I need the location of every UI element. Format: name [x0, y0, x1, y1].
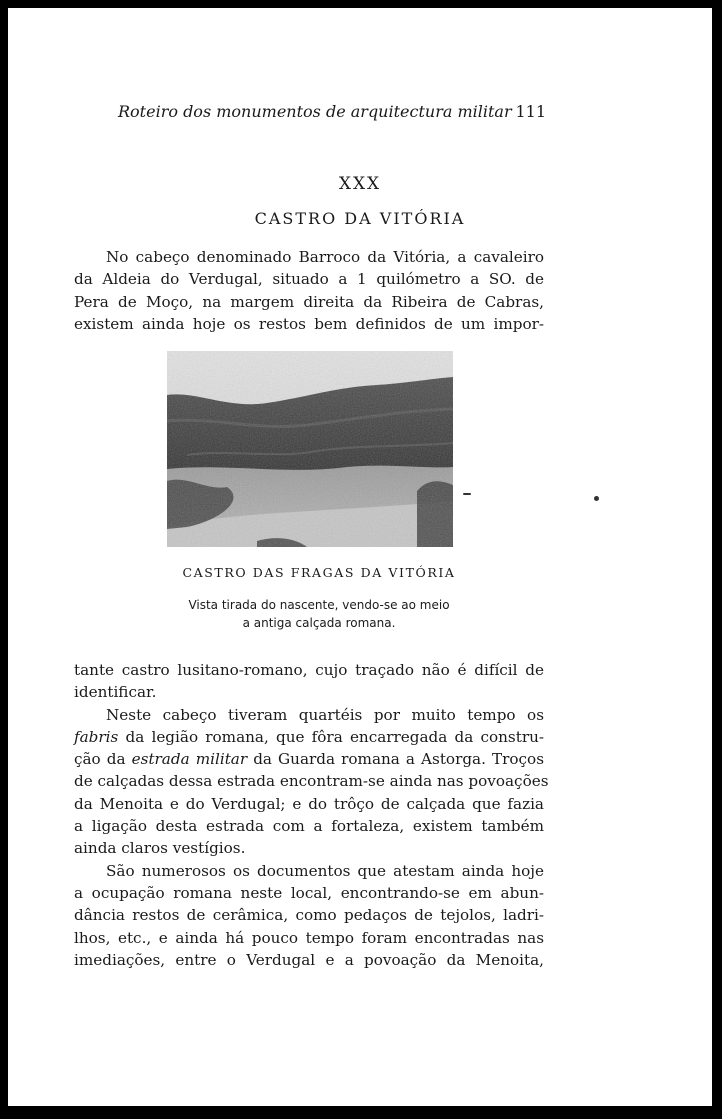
text-line: da Menoita e do Verdugal; e do trôço de calçada que fazia: [74, 794, 544, 813]
text-line: da Aldeia do Verdugal, situado a 1 quilómetro a SO. de: [74, 270, 544, 289]
text-line: [74, 726, 544, 748]
running-title: Roteiro dos monumentos de arquitectura militar: [118, 102, 512, 121]
landscape-photo-image: [167, 351, 453, 547]
text-line: lhos, etc., e ainda há pouco tempo foram encontradas nas: [74, 928, 544, 947]
section-number: XXX: [338, 174, 382, 194]
text-segment: ção da: [74, 750, 132, 769]
caption-line: a antiga calçada romana.: [242, 616, 396, 630]
section-title: CASTRO DA VITÓRIA: [254, 209, 466, 228]
text-line: ainda claros vestígios.: [74, 839, 246, 858]
page-number: 111: [515, 102, 546, 121]
text-line: dância restos de cerâmica, como pedaços de tejolos, ladri-: [74, 906, 544, 925]
italic-term: estrada militar: [131, 750, 248, 769]
text-line: identificar.: [74, 683, 157, 702]
figure-title: CASTRO DAS FRAGAS DA VITÓRIA: [182, 565, 456, 580]
text-line: tante castro lusitano-romano, cujo traçado não é difícil de: [74, 661, 544, 679]
text-line: de calçadas dessa estrada encontram-se ainda nas povoações: [74, 772, 549, 791]
text-line: Neste cabeço tiveram quartéis por muito tempo os: [106, 705, 544, 724]
text-line: imediações, entre o Verdugal e a povoação da Menoita,: [74, 950, 544, 969]
scan-speck: [594, 496, 599, 501]
text-line: existem ainda hoje os restos bem definidos de um impor-: [74, 314, 544, 333]
running-header: [118, 102, 546, 126]
italic-term: fabris: [74, 727, 119, 746]
text-line: São numerosos os documentos que atestam ainda hoje: [106, 861, 544, 880]
text-segment: da Guarda romana a Astorga. Troços: [247, 750, 544, 769]
text-line: [74, 748, 544, 770]
intro-paragraph: [74, 246, 544, 335]
castro-photograph: [167, 351, 453, 547]
text-line: No cabeço denominado Barroco da Vitória, a cavaleiro: [106, 248, 544, 266]
caption-line: Vista tirada do nascente, vendo-se ao meio: [188, 598, 450, 612]
text-line: a ocupação romana neste local, encontrando-se em abun-: [74, 883, 544, 902]
text-line: Pera de Moço, na margem direita da Ribeira de Cabras,: [74, 292, 544, 311]
scan-speck: [463, 493, 471, 495]
text-line: a ligação desta estrada com a fortaleza, existem também: [74, 817, 544, 836]
body-text: [74, 659, 549, 971]
book-page: [8, 8, 712, 1106]
text-segment: da legião romana, que fôra encarregada da constru-: [118, 727, 544, 746]
figure-caption: [8, 596, 630, 632]
